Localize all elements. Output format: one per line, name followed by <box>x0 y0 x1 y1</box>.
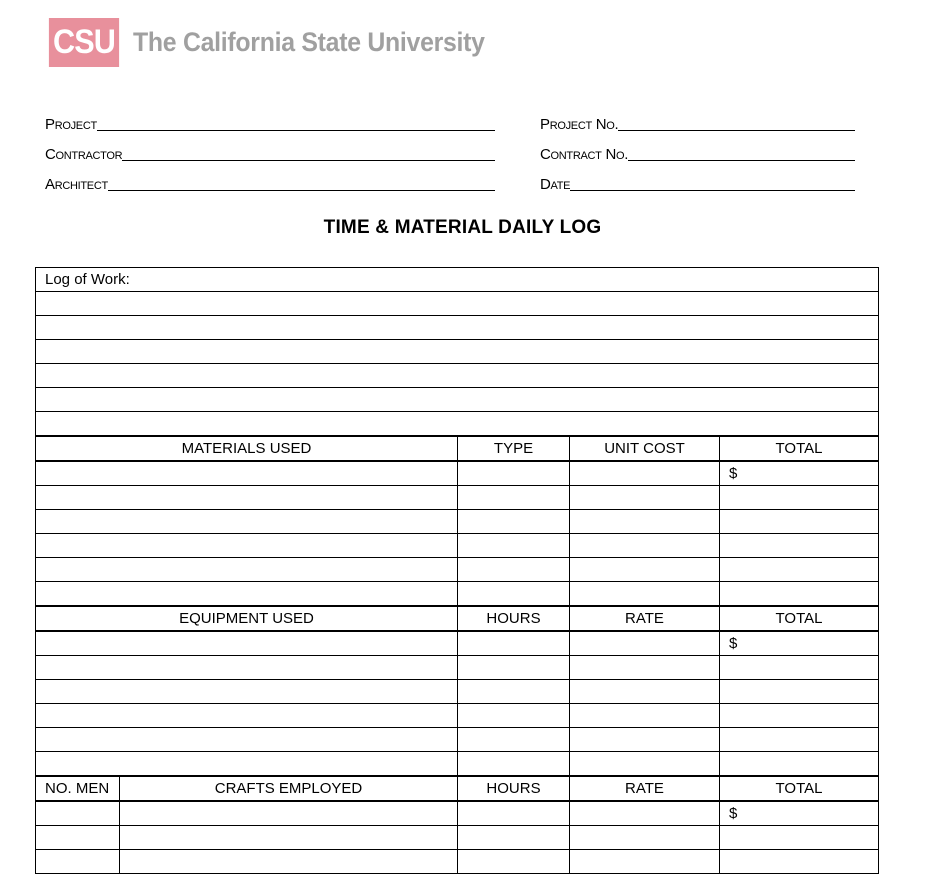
project-line[interactable] <box>97 118 495 131</box>
log-of-work-line[interactable] <box>36 412 879 437</box>
rate-cell[interactable] <box>570 826 720 850</box>
architect-label: Architect <box>45 176 108 193</box>
project-label: Project <box>45 116 97 133</box>
type-header: TYPE <box>458 436 570 461</box>
equipment-row <box>36 704 879 728</box>
crafts-header-row <box>36 776 879 801</box>
log-of-work-row <box>36 412 879 437</box>
equipment-used-header: EQUIPMENT USED <box>36 606 458 631</box>
equipment-cell[interactable] <box>36 656 458 680</box>
no-men-cell[interactable] <box>36 801 120 826</box>
type-cell[interactable] <box>458 558 570 582</box>
project-no-field[interactable] <box>540 114 855 132</box>
craft-cell[interactable] <box>120 826 458 850</box>
rate-cell[interactable] <box>570 704 720 728</box>
hours-cell[interactable] <box>458 656 570 680</box>
material-cell[interactable] <box>36 461 458 486</box>
materials-total-cell[interactable] <box>720 486 879 510</box>
equipment-rate-header: RATE <box>570 606 720 631</box>
material-cell[interactable] <box>36 534 458 558</box>
daily-log-table <box>35 267 879 874</box>
materials-row <box>36 534 879 558</box>
crafts-hours-header: HOURS <box>458 776 570 801</box>
craft-cell[interactable] <box>120 801 458 826</box>
equipment-total-cell[interactable]: $ <box>720 631 879 656</box>
log-of-work-line[interactable] <box>36 364 879 388</box>
project-no-line[interactable] <box>618 118 855 131</box>
log-of-work-line[interactable] <box>36 316 879 340</box>
materials-row <box>36 461 879 486</box>
log-of-work-row <box>36 388 879 412</box>
hours-cell[interactable] <box>458 704 570 728</box>
equipment-cell[interactable] <box>36 680 458 704</box>
contractor-field[interactable] <box>45 144 495 162</box>
equipment-cell[interactable] <box>36 704 458 728</box>
log-of-work-label: Log of Work: <box>36 268 879 292</box>
equipment-total-cell[interactable] <box>720 704 879 728</box>
contract-no-line[interactable] <box>628 148 855 161</box>
material-cell[interactable] <box>36 582 458 607</box>
materials-total-cell[interactable] <box>720 534 879 558</box>
type-cell[interactable] <box>458 582 570 607</box>
equipment-total-cell[interactable] <box>720 656 879 680</box>
log-of-work-line[interactable] <box>36 340 879 364</box>
rate-cell[interactable] <box>570 850 720 874</box>
rate-cell[interactable] <box>570 631 720 656</box>
unit-cost-cell[interactable] <box>570 534 720 558</box>
date-label: Date <box>540 176 571 193</box>
date-line[interactable] <box>570 178 855 191</box>
unit-cost-cell[interactable] <box>570 510 720 534</box>
materials-row <box>36 486 879 510</box>
equipment-total-cell[interactable] <box>720 680 879 704</box>
crafts-row <box>36 801 879 826</box>
unit-cost-header: UNIT COST <box>570 436 720 461</box>
crafts-row <box>36 826 879 850</box>
materials-total-header: TOTAL <box>720 436 879 461</box>
contractor-line[interactable] <box>122 148 495 161</box>
material-cell[interactable] <box>36 486 458 510</box>
log-of-work-row <box>36 292 879 316</box>
log-of-work-header-row <box>36 268 879 292</box>
unit-cost-cell[interactable] <box>570 461 720 486</box>
crafts-total-cell[interactable]: $ <box>720 801 879 826</box>
crafts-rate-header: RATE <box>570 776 720 801</box>
materials-total-cell[interactable]: $ <box>720 461 879 486</box>
crafts-employed-header: CRAFTS EMPLOYED <box>120 776 458 801</box>
equipment-total-header: TOTAL <box>720 606 879 631</box>
type-cell[interactable] <box>458 461 570 486</box>
log-of-work-row <box>36 364 879 388</box>
materials-used-header: MATERIALS USED <box>36 436 458 461</box>
crafts-total-header: TOTAL <box>720 776 879 801</box>
contract-no-field[interactable] <box>540 144 855 162</box>
type-cell[interactable] <box>458 510 570 534</box>
contractor-label: Contractor <box>45 146 123 163</box>
logo-name: The California State University <box>133 27 485 57</box>
log-of-work-row <box>36 340 879 364</box>
equipment-hours-header: HOURS <box>458 606 570 631</box>
crafts-row <box>36 850 879 874</box>
no-men-cell[interactable] <box>36 826 120 850</box>
rate-cell[interactable] <box>570 728 720 752</box>
craft-cell[interactable] <box>120 850 458 874</box>
log-of-work-row <box>36 316 879 340</box>
equipment-header-row <box>36 606 879 631</box>
materials-total-cell[interactable] <box>720 558 879 582</box>
hours-cell[interactable] <box>458 826 570 850</box>
crafts-total-cell[interactable] <box>720 826 879 850</box>
equipment-row <box>36 631 879 656</box>
materials-total-cell[interactable] <box>720 582 879 607</box>
equipment-row <box>36 680 879 704</box>
equipment-cell[interactable] <box>36 752 458 777</box>
hours-cell[interactable] <box>458 680 570 704</box>
logo-mark: CSU <box>49 18 119 67</box>
materials-row <box>36 558 879 582</box>
type-cell[interactable] <box>458 486 570 510</box>
architect-field[interactable] <box>45 174 495 192</box>
equipment-total-cell[interactable] <box>720 728 879 752</box>
no-men-header: NO. MEN <box>36 776 120 801</box>
architect-line[interactable] <box>108 178 495 191</box>
project-no-label: Project No. <box>540 116 619 133</box>
hours-cell[interactable] <box>458 752 570 777</box>
equipment-row <box>36 752 879 777</box>
equipment-row <box>36 656 879 680</box>
project-field[interactable] <box>45 114 495 132</box>
csu-logo <box>45 18 515 67</box>
materials-header-row <box>36 436 879 461</box>
material-cell[interactable] <box>36 510 458 534</box>
materials-row <box>36 582 879 607</box>
page-title: TIME & MATERIAL DAILY LOG <box>323 217 602 238</box>
rate-cell[interactable] <box>570 801 720 826</box>
materials-total-cell[interactable] <box>720 510 879 534</box>
no-men-cell[interactable] <box>36 850 120 874</box>
unit-cost-cell[interactable] <box>570 558 720 582</box>
hours-cell[interactable] <box>458 801 570 826</box>
rate-cell[interactable] <box>570 752 720 777</box>
crafts-total-cell[interactable] <box>720 850 879 874</box>
hours-cell[interactable] <box>458 631 570 656</box>
unit-cost-cell[interactable] <box>570 486 720 510</box>
materials-row <box>36 510 879 534</box>
log-of-work-line[interactable] <box>36 388 879 412</box>
date-field[interactable] <box>540 174 855 192</box>
equipment-row <box>36 728 879 752</box>
rate-cell[interactable] <box>570 656 720 680</box>
type-cell[interactable] <box>458 534 570 558</box>
equipment-cell[interactable] <box>36 631 458 656</box>
equipment-total-cell[interactable] <box>720 752 879 777</box>
material-cell[interactable] <box>36 558 458 582</box>
equipment-cell[interactable] <box>36 728 458 752</box>
contract-no-label: Contract No. <box>540 146 629 163</box>
unit-cost-cell[interactable] <box>570 582 720 607</box>
hours-cell[interactable] <box>458 850 570 874</box>
hours-cell[interactable] <box>458 728 570 752</box>
rate-cell[interactable] <box>570 680 720 704</box>
log-of-work-line[interactable] <box>36 292 879 316</box>
